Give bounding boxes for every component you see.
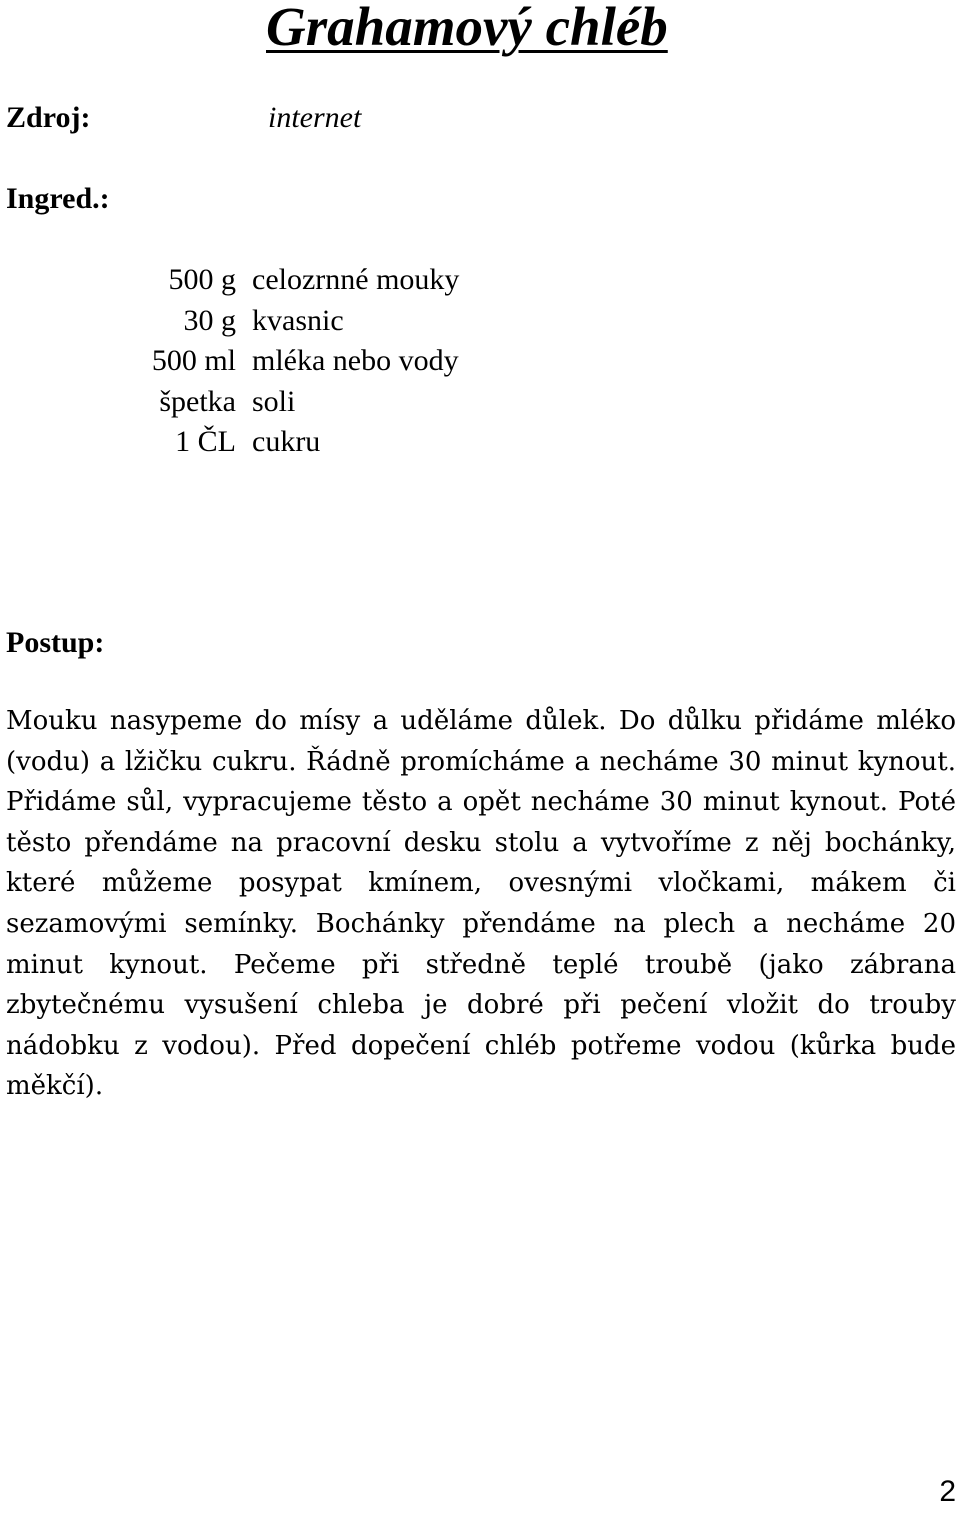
source-label: Zdroj: <box>6 101 91 134</box>
ingredient-quantity: 30 g <box>183 303 236 337</box>
ingredients-label: Ingred.: <box>6 182 110 215</box>
ingredient-quantity: 1 ČL <box>175 425 236 459</box>
procedure-label: Postup: <box>6 626 105 659</box>
procedure-text: Mouku nasypeme do mísy a uděláme důlek. Do důlku přidáme mléko (vodu) a lžičku cukru. Řádně promícháme a necháme 30 minut kynout. Přidáme sůl, vypracujeme těsto a opět necháme 30 minut kynout. Poté těsto přendáme na pracovní desku stolu a vytvoříme z něj bochánky, které můžeme posypat kmínem, ovesnými vločkami, mákem či sezamovými semínky. Bochánky přendáme na plech a necháme 20 minut kynout. Pečeme při středně teplé troubě (jako zábrana zbytečnému vysušení chleba je dobré při pečení vložit do trouby nádobku z vodou). Před dopečení chléb potřeme vodou (kůrka bude měkčí). <box>6 706 956 1102</box>
ingredient-row <box>0 382 459 423</box>
recipe-title: Grahamový chléb <box>266 0 668 57</box>
ingredient-quantity: špetka <box>159 384 236 418</box>
ingredient-name: soli <box>252 384 296 418</box>
source-value: internet <box>268 101 362 134</box>
ingredient-name: kvasnic <box>252 303 344 337</box>
ingredient-name: mléka nebo vody <box>252 344 459 378</box>
ingredient-quantity: 500 ml <box>151 344 236 378</box>
ingredient-row <box>0 260 459 301</box>
ingredient-row <box>0 341 459 382</box>
ingredients-list <box>0 260 459 463</box>
ingredient-name: celozrnné mouky <box>252 263 460 297</box>
ingredient-name: cukru <box>252 425 321 459</box>
ingredient-quantity: 500 g <box>168 263 236 297</box>
page-number: 2 <box>939 1475 956 1508</box>
ingredient-row <box>0 422 459 463</box>
ingredient-row <box>0 301 459 342</box>
